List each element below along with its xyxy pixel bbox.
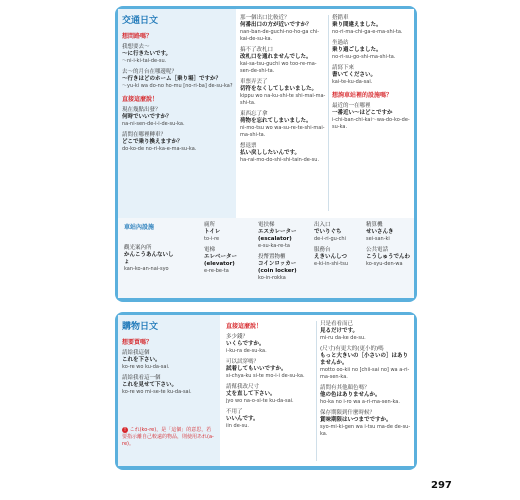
phrase <box>122 107 234 128</box>
phrase-romaji: ko-re wo mi-se-te ku-da-sai. <box>122 389 192 395</box>
facilities-strip <box>118 218 414 298</box>
facility-item <box>204 222 254 243</box>
phrase-jp: 書いてください。 <box>332 72 377 78</box>
phrase-zh: 坐過站 <box>332 40 349 46</box>
phrase-zh: 請幫我改尺寸 <box>226 384 260 390</box>
phrase-zh: (尺寸)有更大的(更小的)嗎 <box>320 346 384 352</box>
phrase <box>320 410 412 438</box>
transport-main-panel <box>236 9 414 218</box>
phrase <box>240 143 326 164</box>
transport-left-panel <box>118 9 236 218</box>
shopping-col1 <box>122 337 218 400</box>
phrase-jp: 一番近い～はどこですか <box>332 110 393 116</box>
phrase <box>332 40 412 61</box>
phrase <box>320 385 412 406</box>
facility-jp: エレベーター (elevator) <box>204 254 238 267</box>
section-heading: 想要買嗎？ <box>122 339 153 346</box>
phrase <box>240 111 326 139</box>
phrase-jp: 乗り間違えました。 <box>332 22 382 28</box>
phrase-jp: いくらですか。 <box>226 341 265 347</box>
phrase <box>122 44 234 65</box>
facilities-col4 <box>314 222 362 272</box>
phrase-zh: 請問在哪裡轉車？ <box>122 132 167 138</box>
phrase-romaji: no-ri-su-go-shi-ma-shi-ta. <box>332 54 396 60</box>
phrase-jp: いいんです。 <box>226 416 259 422</box>
phrase-zh: 車票弄丟了 <box>240 79 268 85</box>
phrase-romaji: nan-ban-de-guchi-no-ho-ga chi-kai-de-su-ka. <box>240 29 320 42</box>
phrase-jp: 改札口を通れませんでした。 <box>240 54 312 60</box>
shopping-card <box>115 312 417 470</box>
phrase-jp: 試着してもいいですか。 <box>226 366 287 372</box>
facility-zh: 觀光案內所 <box>124 245 152 251</box>
phrase-jp: これを下さい。 <box>122 357 161 363</box>
phrase <box>226 334 312 355</box>
facility-item <box>314 222 362 243</box>
facility-item <box>258 222 310 250</box>
phrase-romaji: ha-rai-mo-do-shi-shi-tain-de-su. <box>240 157 320 163</box>
phrase-romaji: ni-mo-tsu wo wa-su-re-te-shi-mai-ma-shi-ta. <box>240 125 325 138</box>
phrase-romaji: na-ni-sen-de-i-i-de-su-ka. <box>122 121 185 127</box>
phrase-romaji: ～ni-i-ki-tai-de-su. <box>122 58 167 64</box>
facility-romaji: e-ki-in-shi-tsu <box>314 261 349 267</box>
facility-jp: でいりぐち <box>314 229 342 235</box>
phrase-zh: 請給我這個 <box>122 350 150 356</box>
info-icon: ! <box>123 427 126 433</box>
column-divider <box>316 321 317 461</box>
shopping-left-panel <box>118 315 220 466</box>
phrase <box>332 103 412 131</box>
phrase <box>122 375 218 396</box>
facility-item <box>204 247 254 275</box>
phrase-romaji: do-ko-de no-ri-ka-e-ma-su-ka. <box>122 146 197 152</box>
phrase-romaji: ～yu-ki wa do-no ho-mu [no-ri-ba] de-su-ka? <box>122 83 233 89</box>
phrase <box>226 359 312 380</box>
phrase <box>332 65 412 86</box>
facility-romaji: de-i-ri-gu-chi <box>314 236 346 242</box>
phrase-jp: どこで乗り換えますか？ <box>122 139 183 145</box>
phrase-jp: これを見せて下さい。 <box>122 382 178 388</box>
facilities-col5 <box>366 222 412 272</box>
phrase-jp: 荷物を忘れてしまいました。 <box>240 118 312 124</box>
column-divider <box>328 15 329 211</box>
phrase-zh: 保存期限到什麼時候？ <box>320 410 376 416</box>
shopping-title: 購物日文 <box>122 322 159 332</box>
phrase-jp: 丈を直して下さい。 <box>226 391 276 397</box>
phrase-zh: 東西忘了拿 <box>240 111 268 117</box>
facility-jp: えきいんしつ <box>314 254 348 260</box>
facility-item <box>366 222 412 243</box>
phrase-romaji: kai-te-ku-da-sai. <box>332 79 373 85</box>
phrase-zh: 多少錢？ <box>226 334 249 340</box>
phrase-jp: 乗り過ごしました。 <box>332 47 382 53</box>
shopping-col3 <box>320 321 412 442</box>
facility-zh: 投幣置物櫃 <box>258 254 286 260</box>
page-number: 297 <box>431 480 452 491</box>
facility-romaji: e-su-ka-re-ta <box>258 243 290 249</box>
facility-jp: せいさんき <box>366 229 394 235</box>
phrase <box>240 47 326 75</box>
phrase-zh: 現在幾點出發？ <box>122 107 161 113</box>
phrase-romaji: no-ri-ma-chi-ga-e-ma-shi-ta. <box>332 29 403 35</box>
facility-zh: 電扶梯 <box>258 222 275 228</box>
phrase <box>122 69 234 90</box>
facility-romaji: ko-in-rokka <box>258 275 286 281</box>
section-heading: 直接這麼說！ <box>122 96 159 103</box>
phrase-jp: ～に行きたいです。 <box>122 51 172 57</box>
facility-item <box>258 254 310 282</box>
phrase-romaji: mi-ru da-ke de-su. <box>320 335 366 341</box>
usage-note <box>122 427 216 448</box>
section-heading: 直接這麼說！ <box>226 323 263 330</box>
facility-zh: 公共電話 <box>366 247 389 253</box>
facility-romaji: ko-syu-den-wa <box>366 261 403 267</box>
phrase-jp: 何番出口の方が近いですか？ <box>240 22 312 28</box>
phrase <box>226 409 312 430</box>
facility-zh: 精算機 <box>366 222 383 228</box>
phrase-romaji: ko-re wo ku-da-sai. <box>122 364 170 370</box>
phrase-zh: 可以試穿嗎？ <box>226 359 260 365</box>
phrase-romaji: motto oo-kii no [chii-sai no] wa a-ri-ma-sen-ka. <box>320 367 410 380</box>
facilities-title: 車站內設施 <box>124 224 155 231</box>
phrase-jp: 何時でいいですか？ <box>122 114 172 120</box>
facility-jp: かんこうあんないしょ <box>124 252 174 265</box>
phrase-romaji: i-ku-ra de-su-ka. <box>226 348 267 354</box>
phrase-zh: 請給我看這一個 <box>122 375 161 381</box>
phrase-jp: ～行きはどのホーム［乗り場］ですか？ <box>122 76 222 82</box>
facility-jp: こうしゅうでんわ <box>366 254 411 260</box>
phrase <box>320 321 412 342</box>
facility-romaji: kan-ko-an-nai-syo <box>124 266 169 272</box>
transport-col3 <box>332 15 412 135</box>
phrase <box>240 15 326 43</box>
phrase-romaji: iin de-su. <box>226 423 249 429</box>
facility-zh: 出入口 <box>314 222 331 228</box>
facility-jp: エスカレーター (escalator) <box>258 229 297 242</box>
facilities-col3 <box>258 222 310 286</box>
phrase-romaji: ho-ka no i-ro wa a-ri-ma-sen-ka. <box>320 399 400 405</box>
phrase-zh: 去～的月台在哪邊呢？ <box>122 69 178 75</box>
facility-romaji: e-re-be-ta <box>204 268 229 274</box>
phrase-jp: もっと大きいの［小さいの］はありませんか。 <box>320 353 409 366</box>
phrase-romaji: kai-sa-tsu-guchi wo too-re-ma-sen-de-shi-ta. <box>240 61 317 74</box>
facility-jp: トイレ <box>204 229 221 235</box>
phrase-romaji: i-chi-ban-chi-kai～wa-do-ko-de-su-ka. <box>332 117 410 130</box>
phrase-jp: 他の色はありませんか。 <box>320 392 381 398</box>
facility-jp: コインロッカー (coin locker) <box>258 261 297 274</box>
facilities-col1 <box>124 222 178 273</box>
phrase-romaji: jyo wo na-o-si-te ku-da-sai. <box>226 398 294 404</box>
section-heading: 想詢車站裡的設施嗎？ <box>332 92 393 99</box>
phrase <box>332 15 412 36</box>
phrase-zh: 那一個出口比較近？ <box>240 15 290 21</box>
phrase-jp: 賞味期限はいつまでですか。 <box>320 417 392 423</box>
phrase-romaji: si-chya-ku si-te mo-i-i de-su-ka. <box>226 373 305 379</box>
phrase-zh: 不用了 <box>226 409 243 415</box>
transport-col2 <box>240 15 326 168</box>
phrase-jp: 見るだけです。 <box>320 328 359 334</box>
phrase <box>226 384 312 405</box>
phrase <box>122 132 234 153</box>
facility-item <box>124 245 178 273</box>
shopping-col2 <box>226 321 312 434</box>
facilities-col2 <box>204 222 254 279</box>
phrase-zh: 想退票 <box>240 143 257 149</box>
phrase <box>122 350 218 371</box>
transport-card <box>115 6 417 302</box>
transport-title: 交通日文 <box>122 16 159 26</box>
phrase <box>240 79 326 107</box>
section-heading: 想問路嗎？ <box>122 33 153 40</box>
phrase-zh: 只是看看而已 <box>320 321 354 327</box>
phrase-jp: 払い戻ししたいんです。 <box>240 150 301 156</box>
phrase-jp: 切符をなくしてしまいました。 <box>240 86 318 92</box>
facility-zh: 電梯 <box>204 247 216 253</box>
shopping-main-panel <box>220 315 414 466</box>
phrase-zh: 請問有其他顏色嗎？ <box>320 385 370 391</box>
facility-item <box>366 247 412 268</box>
facility-zh: 服務台 <box>314 247 331 253</box>
facility-romaji: sei-san-ki <box>366 236 390 242</box>
phrase-zh: 最近的一在哪裡 <box>332 103 371 109</box>
phrase-romaji: syo-mi-ki-gen wa i-tsu ma-de de-su-ka. <box>320 424 411 437</box>
phrase-zh: 搞不了改札口 <box>240 47 274 53</box>
facility-zh: 廁所 <box>204 222 216 228</box>
phrase-zh: 請寫下來 <box>332 65 355 71</box>
phrase <box>320 346 412 381</box>
usage-note-text: これ(ko-re)，是「這個」的意思，若要指示離自己較遠的物品，則使用あれ(a-re)。 <box>122 427 214 447</box>
phrase-zh: 我想要去～ <box>122 44 150 50</box>
phrase-zh: 搭錯車 <box>332 15 349 21</box>
transport-col1 <box>122 31 234 157</box>
phrase-romaji: kippu wo na-ku-shi-te shi-mai-ma-shi-ta. <box>240 93 326 106</box>
facility-romaji: to-i-re <box>204 236 220 242</box>
facility-item <box>314 247 362 268</box>
